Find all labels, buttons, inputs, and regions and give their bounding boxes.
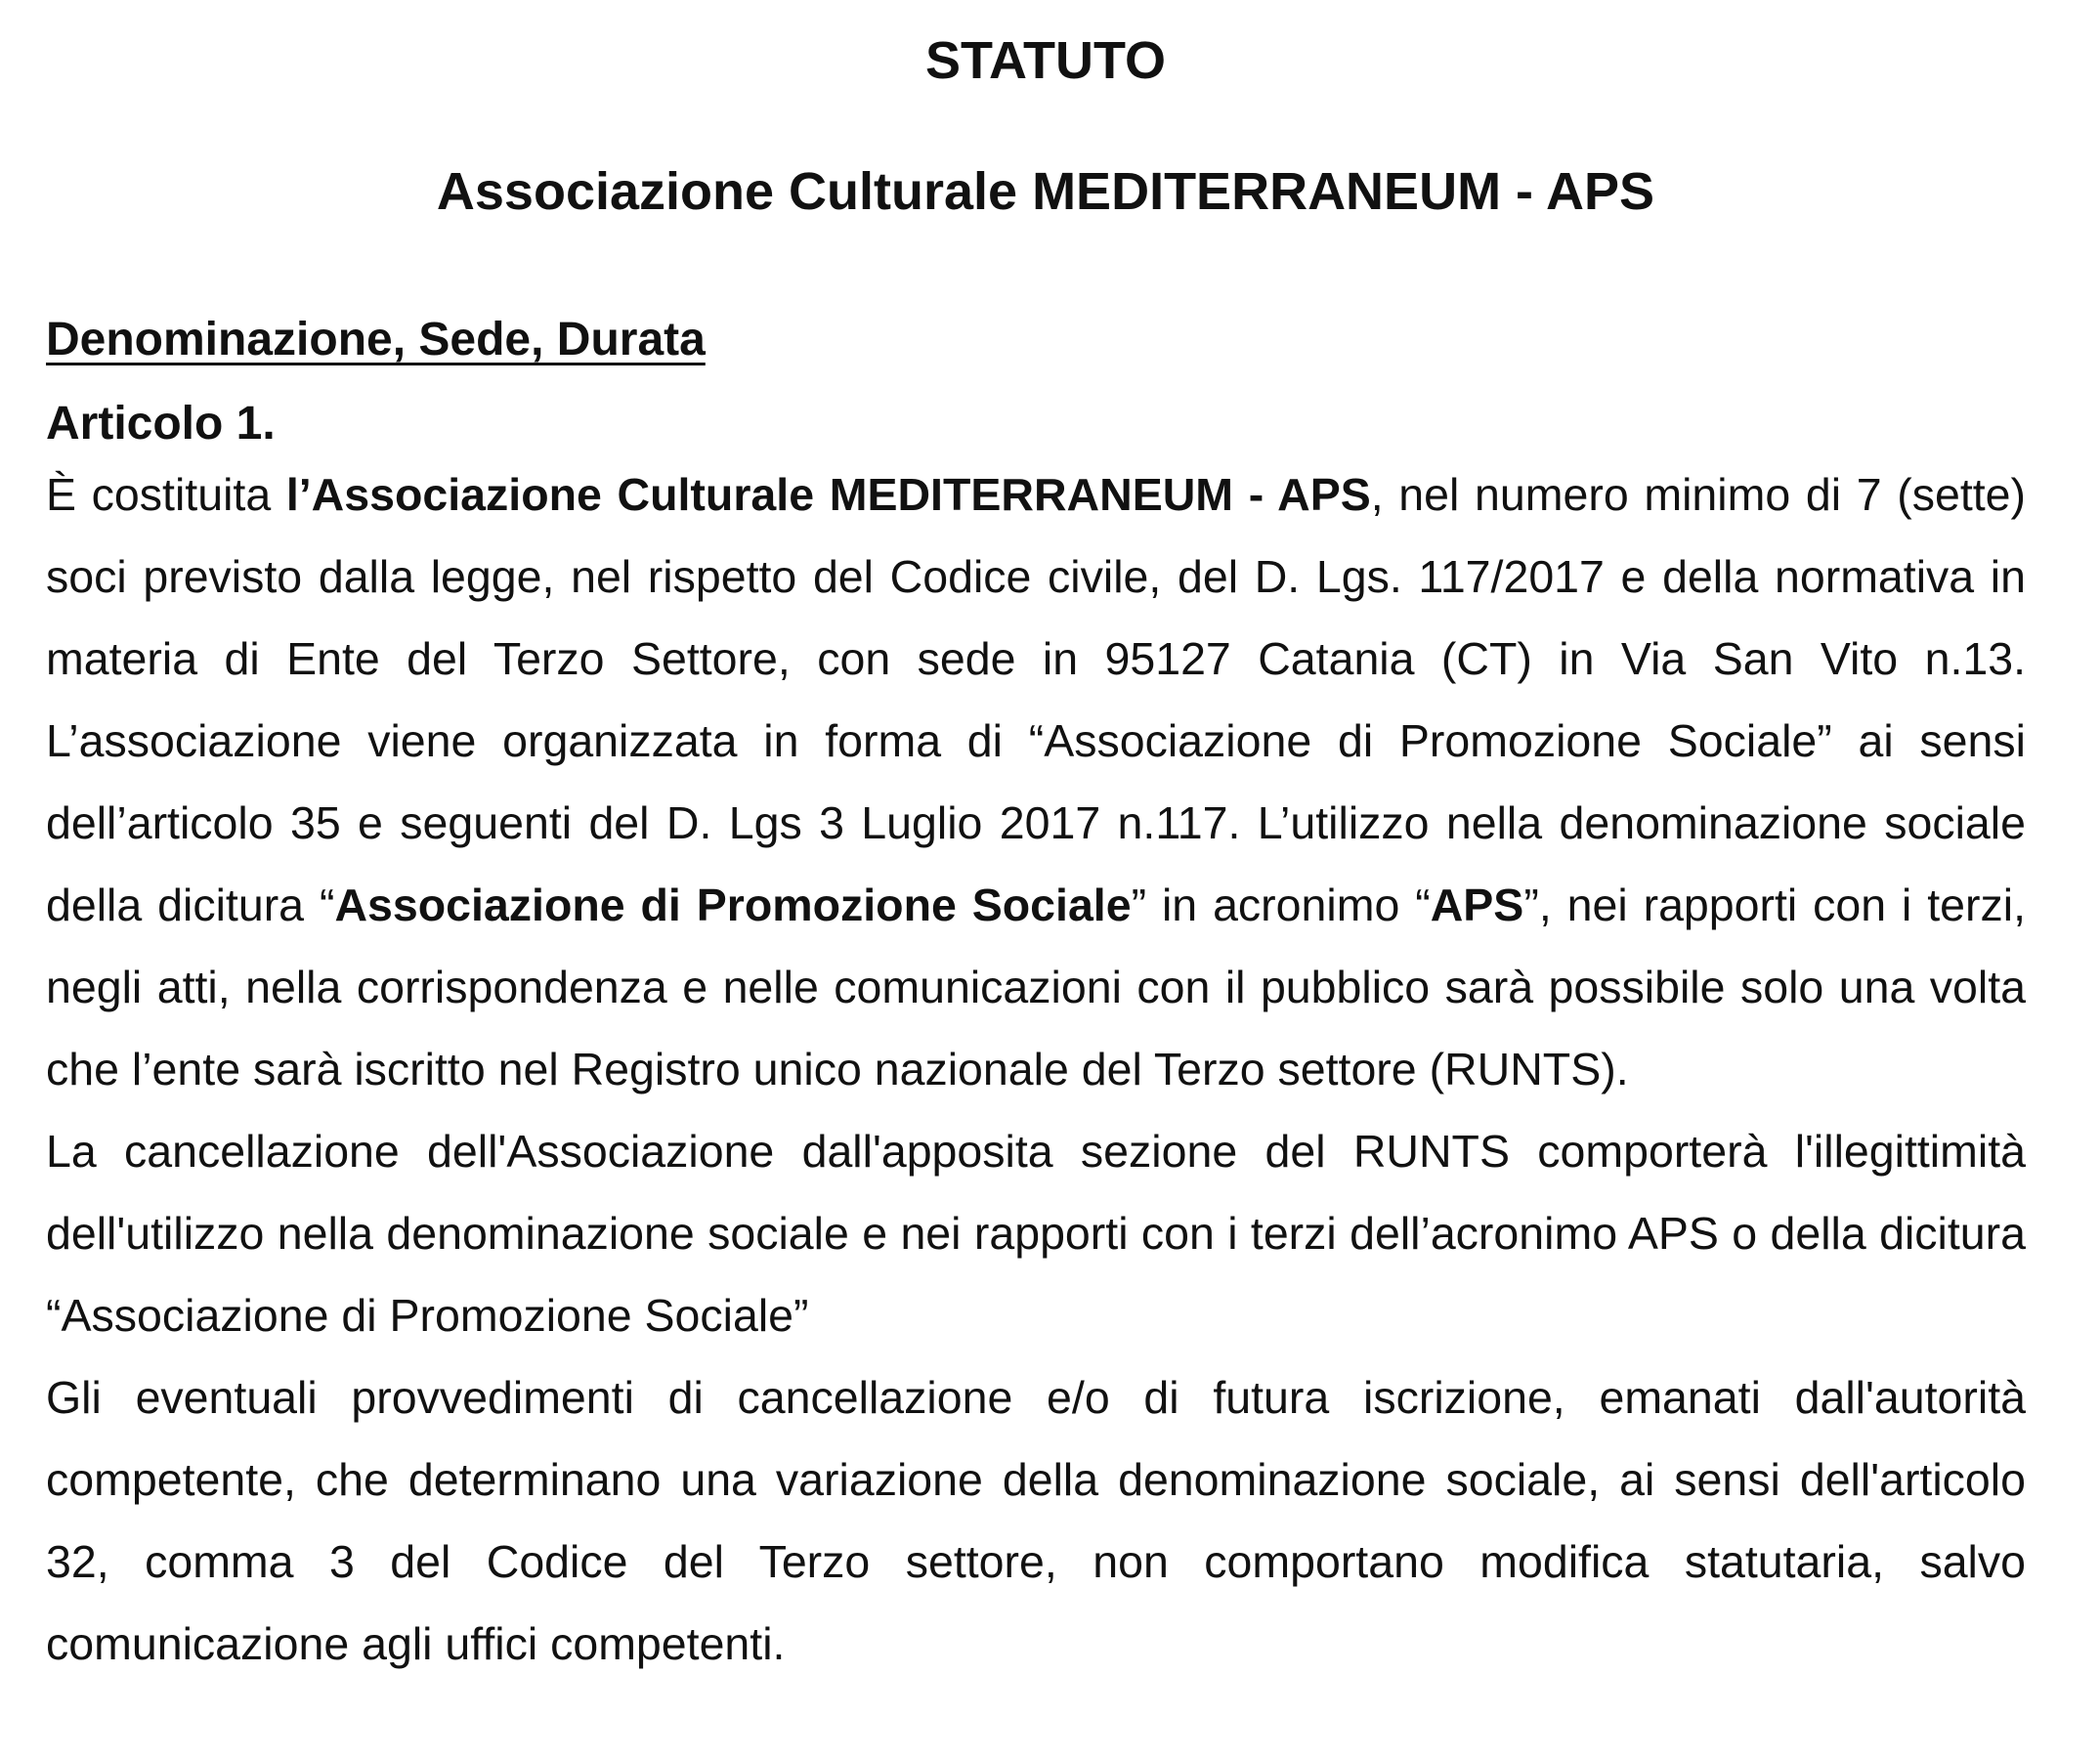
document-subtitle: Associazione Culturale MEDITERRANEUM - APS bbox=[436, 162, 1655, 221]
article-1-paragraph-3: Gli eventuali provvedimenti di cancellazione e/o di futura iscrizione, emanati dall'autorità competente, che determinano una variazione della denominazione sociale, ai sensi dell'articolo 32, comma 3 del Codice del Terzo settore, non comportano modifica statutaria, salvo comunicazione agli uffici competenti. bbox=[46, 1372, 2026, 1669]
p1-bold-association-name: l’Associazione Culturale MEDITERRANEUM - APS bbox=[285, 469, 1371, 520]
p1-text-1: È costituita bbox=[46, 469, 286, 520]
p1-bold-aps-acronym: APS bbox=[1430, 880, 1524, 930]
article-1-paragraph-2: La cancellazione dell'Associazione dall'apposita sezione del RUNTS comporterà l'illegittimità dell'utilizzo nella denominazione sociale e nei rapporti con i terzi dell’acronimo APS o della dicitura “Associazione di Promozione Sociale” bbox=[46, 1126, 2026, 1341]
article-1-paragraph-1 bbox=[46, 453, 2026, 1110]
p1-text-2: , nel numero minimo di 7 (sette) soci previsto dalla legge, nel rispetto del Codice civile, del D. Lgs. 117/2017 e della normativa in materia di Ente del Terzo Settore, con sede in 95127 Catania (CT) in Via San Vito n.13. L’associazione viene organizzata in forma di “Associazione di Promozione Sociale” ai sensi dell’articolo 35 e seguenti del D. Lgs 3 Luglio 2017 n.117. L’utilizzo nella denominazione sociale della dicitura “ bbox=[46, 469, 2027, 930]
p1-text-3: ” in acronimo “ bbox=[1131, 880, 1431, 930]
document-title: STATUTO bbox=[925, 31, 1166, 90]
p1-text-4: ”, nei rapporti con i terzi, negli atti, nella corrispondenza e nelle comunicazioni con il pubblico sarà possibile solo una volta che l’ente sarà iscritto nel Registro unico nazionale del Terzo settore (RUNTS). bbox=[46, 880, 2027, 1094]
p1-bold-aps-full: Associazione di Promozione Sociale bbox=[334, 880, 1132, 930]
article-heading: Articolo 1. bbox=[46, 398, 276, 450]
section-heading: Denominazione, Sede, Durata bbox=[46, 314, 706, 365]
